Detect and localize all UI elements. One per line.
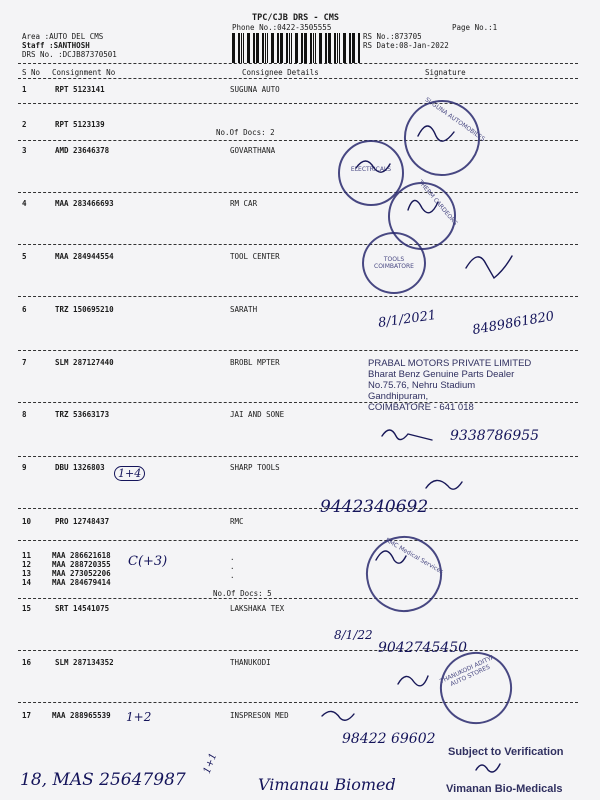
row-sno: 1 bbox=[22, 85, 27, 94]
row-consignment: MAA 273052206 bbox=[52, 569, 111, 578]
row-consignment: MAA 284944554 bbox=[55, 252, 114, 261]
row-consignment: TRZ 53663173 bbox=[55, 410, 110, 419]
row-consignee: GOVARTHANA bbox=[230, 146, 276, 155]
hand-phone-row9: 9442340692 bbox=[320, 497, 429, 517]
col-consignee: Consignee Details bbox=[242, 68, 319, 77]
row-consignment: RPT 5123139 bbox=[55, 120, 105, 129]
prabal-name: PRABAL MOTORS PRIVATE LIMITED bbox=[368, 358, 532, 369]
row-dot: . bbox=[230, 571, 235, 580]
row-sno: 2 bbox=[22, 120, 27, 129]
hand-note-row9: 1+4 bbox=[114, 466, 145, 481]
row-consignee: BROBL MPTER bbox=[230, 358, 280, 367]
hand-phone-row6: 8489861820 bbox=[471, 308, 556, 339]
suguna-stamp: SUGUNA AUTOMOBILES bbox=[389, 85, 495, 191]
row-consignee: LAKSHAKA TEX bbox=[230, 604, 285, 613]
row-sno: 17 bbox=[22, 711, 32, 720]
row-dot: . bbox=[230, 562, 235, 571]
row-sno: 12 bbox=[22, 560, 32, 569]
col-signature: Signature bbox=[425, 68, 466, 77]
phone-number: Phone No.:0422-3505555 bbox=[232, 23, 332, 32]
drs-number: DRS No. :DCJB87370501 bbox=[22, 50, 117, 59]
rs-date: RS Date:08-Jan-2022 bbox=[363, 41, 449, 50]
hand-row18-name: Vimanau Biomed bbox=[258, 775, 396, 794]
thanukodi-stamp: THANUKODI ADITYA AUTO STORES bbox=[428, 640, 524, 736]
row-sno: 3 bbox=[22, 146, 27, 155]
col-sno: S No bbox=[22, 68, 41, 77]
prabal-line2: Bharat Benz Genuine Parts Dealer bbox=[368, 369, 515, 380]
row-consignee: RM CAR bbox=[230, 199, 258, 208]
rs-number: RS No.:873705 bbox=[363, 32, 422, 41]
tools-stamp: TOOLS COIMBATORE bbox=[362, 232, 426, 294]
hand-date-row6: 8/1/2021 bbox=[377, 308, 438, 331]
row-sno: 14 bbox=[22, 578, 32, 587]
staff-label: Staff :SANTHOSH bbox=[22, 41, 90, 50]
page-number: Page No.:1 bbox=[452, 23, 498, 32]
row-consignment: SLM 287127440 bbox=[55, 358, 114, 367]
row-sno: 16 bbox=[22, 658, 32, 667]
hand-row18-note: 1+1 bbox=[201, 751, 220, 776]
row-docs: No.Of Docs: 2 bbox=[216, 128, 275, 137]
rmc-stamp: RMC Medical Services bbox=[352, 522, 456, 626]
row-consignee: JAI AND SONE bbox=[230, 410, 285, 419]
hand-date-row15: 8/1/22 bbox=[334, 628, 373, 642]
row-consignee: INSPRESON MED bbox=[230, 711, 289, 720]
area-label: Area :AUTO DEL CMS bbox=[22, 32, 104, 41]
row-consignment: MAA 284679414 bbox=[52, 578, 111, 587]
subject-verification: Subject to Verification bbox=[448, 746, 564, 758]
row-sno: 5 bbox=[22, 252, 27, 261]
hand-note-row11: C(+3) bbox=[128, 554, 168, 569]
row-consignee: TOOL CENTER bbox=[230, 252, 280, 261]
row-sno: 11 bbox=[22, 551, 32, 560]
row-sno: 10 bbox=[22, 517, 32, 526]
row-sno: 7 bbox=[22, 358, 27, 367]
row-consignee: RMC bbox=[230, 517, 244, 526]
hand-phone-row8: 9338786955 bbox=[450, 428, 540, 444]
row-sno: 9 bbox=[22, 463, 27, 472]
row-consignment: SLM 287134352 bbox=[55, 658, 114, 667]
row-sno: 15 bbox=[22, 604, 32, 613]
row-consignment: TRZ 150695210 bbox=[55, 305, 114, 314]
govarthana-stamp: ELECTRICALS bbox=[338, 140, 404, 206]
row-consignment: DBU 1326803 bbox=[55, 463, 105, 472]
row-consignee: SUGUNA AUTO bbox=[230, 85, 280, 94]
row-consignment: MAA 288720355 bbox=[52, 560, 111, 569]
hand-phone-row17: 98422 69602 bbox=[342, 731, 436, 747]
row-consignment: RPT 5123141 bbox=[55, 85, 105, 94]
row-consignment: AMD 23646378 bbox=[55, 146, 110, 155]
hand-row18: 18, MAS 25647987 bbox=[20, 770, 186, 790]
row-consignee: SHARP TOOLS bbox=[230, 463, 280, 472]
row-consignment: MAA 288965539 bbox=[52, 711, 111, 720]
hand-phone-row15: 9042745450 bbox=[378, 640, 468, 656]
row-sno: 4 bbox=[22, 199, 27, 208]
prabal-line5: COIMBATORE - 641 018 bbox=[368, 402, 474, 413]
row-consignment: MAA 286621618 bbox=[52, 551, 111, 560]
col-consignment: Consignment No bbox=[52, 68, 116, 77]
row-sno: 8 bbox=[22, 410, 27, 419]
therm-stamp: THERM CARDEORS bbox=[374, 168, 470, 264]
row-consignment: SRT 14541075 bbox=[55, 604, 110, 613]
row-consignee: SARATH bbox=[230, 305, 258, 314]
row-consignment: MAA 283466693 bbox=[55, 199, 114, 208]
vimanan-stamp: Vimanan Bio-Medicals bbox=[446, 783, 563, 795]
prabal-line4: Gandhipuram, bbox=[368, 391, 429, 402]
row-dot: . bbox=[230, 553, 235, 562]
hand-note-row17: 1+2 bbox=[126, 710, 152, 724]
document-title: TPC/CJB DRS - CMS bbox=[252, 13, 339, 23]
row-sno: 13 bbox=[22, 569, 32, 578]
row-docs: No.Of Docs: 5 bbox=[213, 589, 272, 598]
prabal-line3: No.75.76, Nehru Stadium bbox=[368, 380, 476, 391]
row-consignee: THANUKODI bbox=[230, 658, 271, 667]
row-consignment: PRO 12748437 bbox=[55, 517, 110, 526]
row-sno: 6 bbox=[22, 305, 27, 314]
